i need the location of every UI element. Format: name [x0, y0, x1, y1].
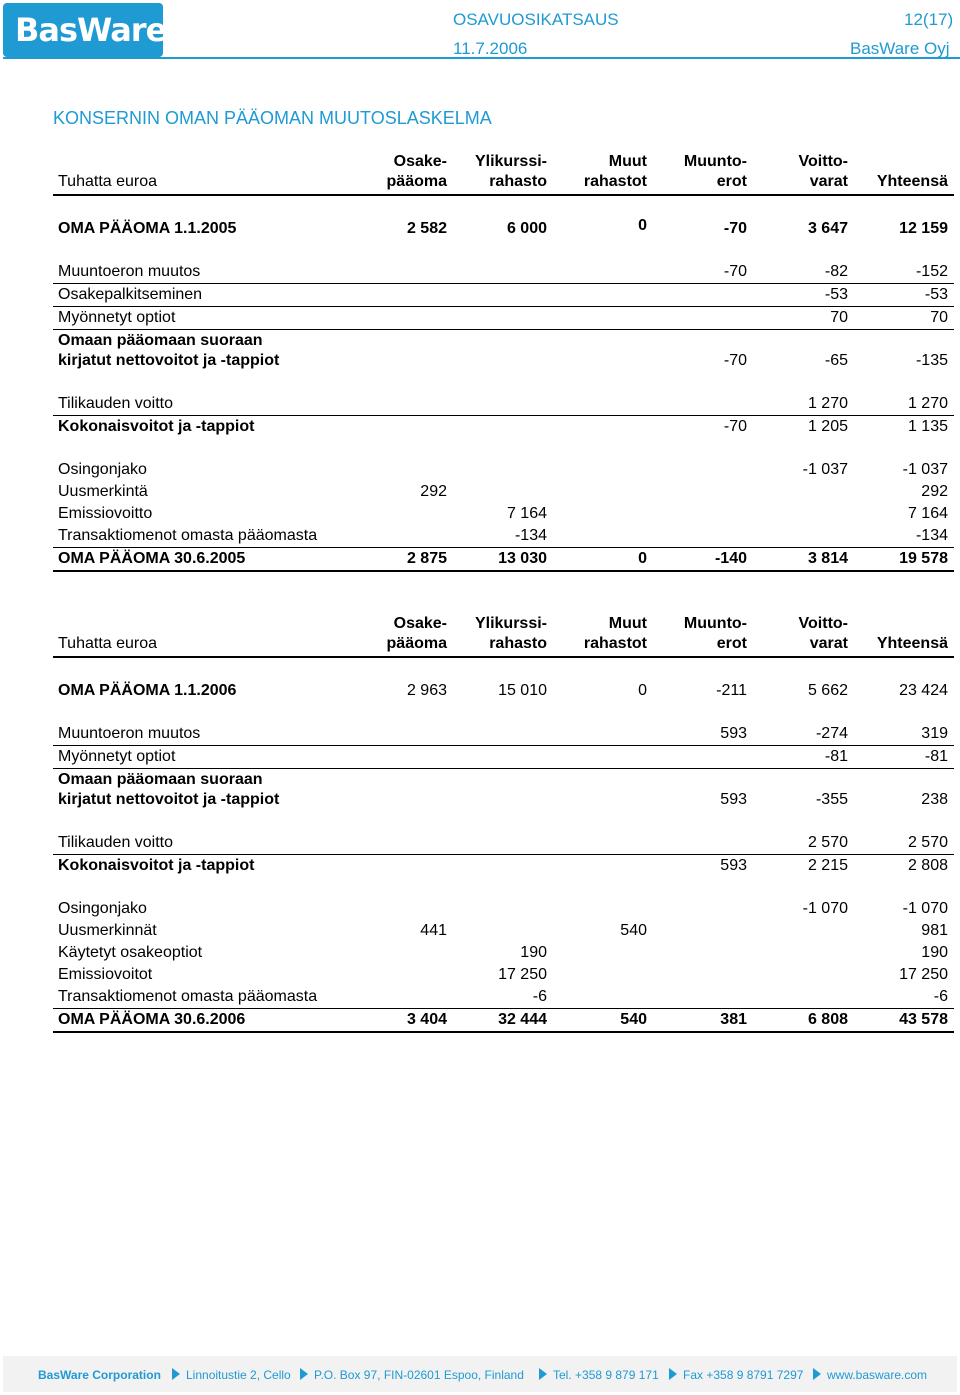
table-row: Transaktiomenot omasta pääomasta -134 -134: [53, 525, 954, 548]
col-translation-2: erot: [716, 635, 747, 652]
table-row-label-line: Omaan pääomaan suoraan: [58, 771, 263, 788]
arrow-right-icon: [813, 1368, 821, 1380]
arrow-right-icon: [669, 1368, 677, 1380]
table-header: [53, 614, 954, 658]
footer-fax: Fax +358 9 8791 7297: [683, 1368, 804, 1382]
col-total: Yhteensä: [876, 635, 948, 652]
company-name: BasWare Oyj: [850, 39, 950, 58]
col-share-capital: Osake-: [393, 615, 447, 632]
table-row: Tilikauden voitto 2 570 2 570: [53, 832, 954, 855]
document-title: OSAVUOSIKATSAUS: [453, 10, 619, 29]
table-row: Myönnetyt optiot 70 70: [53, 307, 954, 330]
col-share-capital-2: pääoma: [386, 173, 447, 190]
table-row: Kokonaisvoitot ja -tappiot -70 1 205 1 135: [58, 418, 948, 435]
table-row: Uusmerkinnät 441 540 981: [58, 922, 948, 939]
col-retained-2: varat: [809, 635, 848, 652]
table-row-total: OMA PÄÄOMA 30.6.2006 3 404 32 444 540 381 6 808 43 578: [53, 1009, 954, 1033]
col-other-funds-2: rahastot: [583, 173, 647, 190]
col-retained: Voitto-: [798, 615, 848, 632]
col-translation-2: erot: [716, 173, 747, 190]
table-row: Muuntoeron muutos -70 -82 -152: [53, 261, 954, 284]
col-translation: Muunto-: [683, 615, 747, 632]
col-share-capital: Osake-: [393, 153, 447, 170]
table-row: Osingonjako -1 037 -1 037: [58, 461, 948, 478]
table-row: Myönnetyt optiot -81 -81: [53, 746, 954, 769]
col-retained-2: varat: [809, 173, 848, 190]
table-row: Kokonaisvoitot ja -tappiot 593 2 215 2 808: [58, 857, 948, 874]
equity-table-2005: [53, 152, 954, 572]
col-retained: Voitto-: [798, 153, 848, 170]
unit-label: Tuhatta euroa: [58, 635, 158, 652]
col-other-funds: Muut: [608, 615, 647, 632]
table-row: Osingonjako -1 070 -1 070: [58, 900, 948, 917]
table-row-label-line: Omaan pääomaan suoraan: [58, 332, 263, 349]
table-row-total: OMA PÄÄOMA 30.6.2005 2 875 13 030 0 -140 3 814 19 578: [53, 548, 954, 572]
logo-text: BasWare: [15, 11, 167, 49]
col-other-funds: Muut: [608, 153, 647, 170]
table-row: Transaktiomenot omasta pääomasta -6 -6: [53, 986, 954, 1009]
table-row: kirjatut nettovoitot ja -tappiot 593 -355 238: [58, 791, 948, 808]
col-translation: Muunto-: [683, 153, 747, 170]
table-row: Tilikauden voitto 1 270 1 270: [53, 393, 954, 416]
table-row: Osakepalkitseminen -53 -53: [53, 284, 954, 307]
col-share-premium: Ylikurssi-: [474, 153, 547, 170]
document-date: 11.7.2006: [453, 39, 528, 58]
footer-company: BasWare Corporation: [38, 1368, 161, 1382]
equity-table-2006: [53, 614, 954, 1033]
col-share-premium: Ylikurssi-: [474, 615, 547, 632]
col-total: Yhteensä: [876, 173, 948, 190]
arrow-right-icon: [172, 1368, 180, 1380]
statement-title: KONSERNIN OMAN PÄÄOMAN MUUTOSLASKELMA: [53, 108, 492, 128]
col-share-premium-2: rahasto: [489, 635, 547, 652]
table-row: OMA PÄÄOMA 1.1.2006 2 963 15 010 0 -211 5 662 23 424: [58, 682, 948, 699]
table-row: Emissiovoitto 7 164 7 164: [58, 505, 948, 522]
table-row: OMA PÄÄOMA 1.1.2005 2 582 6 000 0 -70 3 647 12 159: [58, 217, 948, 237]
footer-pobox: P.O. Box 97, FIN-02601 Espoo, Finland: [314, 1368, 524, 1382]
table-header: [53, 152, 954, 196]
arrow-right-icon: [539, 1368, 547, 1380]
table-row: Uusmerkintä 292 292: [58, 483, 948, 500]
table-row: Muuntoeron muutos 593 -274 319: [53, 723, 954, 746]
col-other-funds-2: rahastot: [583, 635, 647, 652]
footer-street: Linnoitustie 2, Cello: [186, 1368, 291, 1382]
table-row: Käytetyt osakeoptiot 190 190: [58, 944, 948, 961]
arrow-right-icon: [300, 1368, 308, 1380]
table-row: Emissiovoitot 17 250 17 250: [58, 966, 948, 983]
basware-logo: [3, 3, 167, 57]
footer-website-link[interactable]: www.basware.com: [827, 1368, 928, 1382]
table-row: kirjatut nettovoitot ja -tappiot -70 -65 -135: [58, 352, 948, 369]
page-number: 12(17): [904, 10, 954, 29]
col-share-premium-2: rahasto: [489, 173, 547, 190]
unit-label: Tuhatta euroa: [58, 173, 158, 190]
col-share-capital-2: pääoma: [386, 635, 447, 652]
footer-phone: Tel. +358 9 879 171: [553, 1368, 659, 1382]
